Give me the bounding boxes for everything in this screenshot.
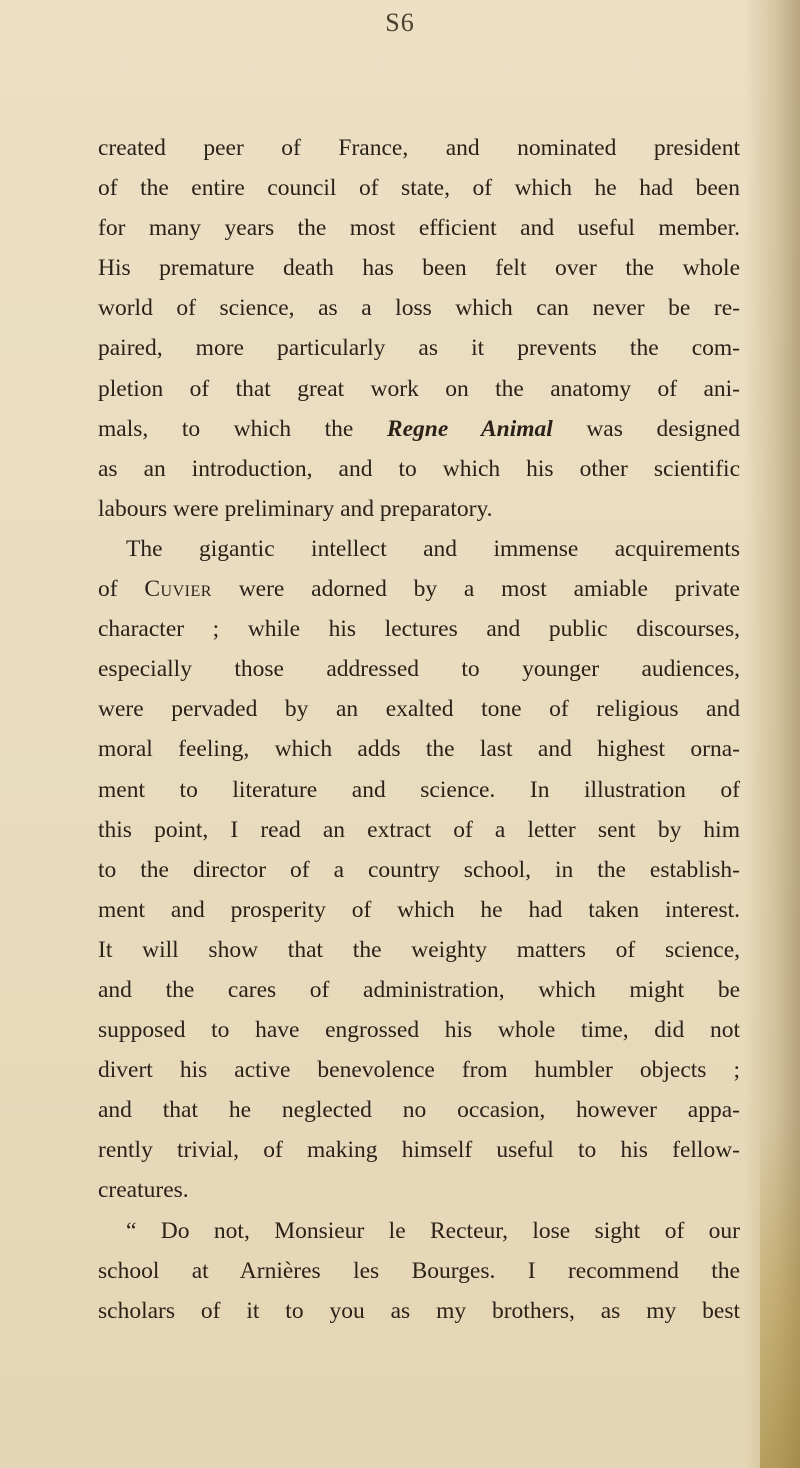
text-segment: was designed [552, 415, 740, 442]
text-line: created peer of France, and nominated president [98, 135, 740, 161]
text-line: ment to literature and science. In illustration of [98, 776, 740, 803]
text-line: and the cares of administration, which might be [98, 976, 740, 1003]
text-segment: were adorned by a most amiable private [211, 576, 740, 603]
text-line: ment and prosperity of which he had taken interest. [98, 896, 740, 923]
small-caps-name: Cuvier [144, 576, 212, 603]
text-line: creatures. [98, 1177, 189, 1204]
text-line: “ Do not, Monsieur le Recteur, lose sight of our [126, 1217, 740, 1244]
text-line: moral feeling, which adds the last and highest orna- [98, 736, 740, 763]
text-line: school at Arnières les Bourges. I recommend the [98, 1257, 740, 1284]
text-line: of the entire council of state, of which he had been [98, 175, 740, 202]
text-line: divert his active benevolence from humbler objects ; [98, 1057, 740, 1084]
text-segment: of [98, 576, 145, 603]
text-line [98, 409, 740, 449]
page-edge-stain [760, 1120, 800, 1468]
text-line: pletion of that great work on the anatomy of ani- [98, 375, 740, 402]
text-line: world of science, as a loss which can never be re- [98, 295, 740, 322]
text-segment: mals, to which the [98, 415, 387, 442]
text-line: character ; while his lectures and public discourses, [98, 616, 740, 643]
text-line: labours were preliminary and preparatory. [98, 495, 493, 522]
text-line: It will show that the weighty matters of science, [98, 936, 740, 963]
text-line: rently trivial, of making himself useful to his fellow- [98, 1137, 740, 1164]
text-line: to the director of a country school, in the establish- [98, 856, 740, 883]
text-line [98, 569, 740, 609]
text-line: especially those addressed to younger audiences, [98, 656, 740, 683]
body-text [98, 128, 740, 1331]
text-line: for many years the most efficient and useful member. [98, 215, 740, 242]
text-line: and that he neglected no occasion, however appa- [98, 1097, 740, 1124]
text-line: this point, I read an extract of a letter sent by him [98, 816, 740, 843]
italic-title: Regne Animal [386, 415, 553, 442]
text-line: His premature death has been felt over the whole [98, 255, 740, 282]
text-line: supposed to have engrossed his whole time, did not [98, 1017, 740, 1044]
text-line: as an introduction, and to which his other scientific [98, 455, 740, 482]
text-line: paired, more particularly as it prevents the com- [98, 335, 740, 362]
text-line: scholars of it to you as my brothers, as my best [98, 1297, 740, 1324]
text-line: The gigantic intellect and immense acquirements [126, 535, 740, 562]
page-number: S6 [385, 8, 415, 37]
text-line: were pervaded by an exalted tone of religious and [98, 696, 740, 723]
